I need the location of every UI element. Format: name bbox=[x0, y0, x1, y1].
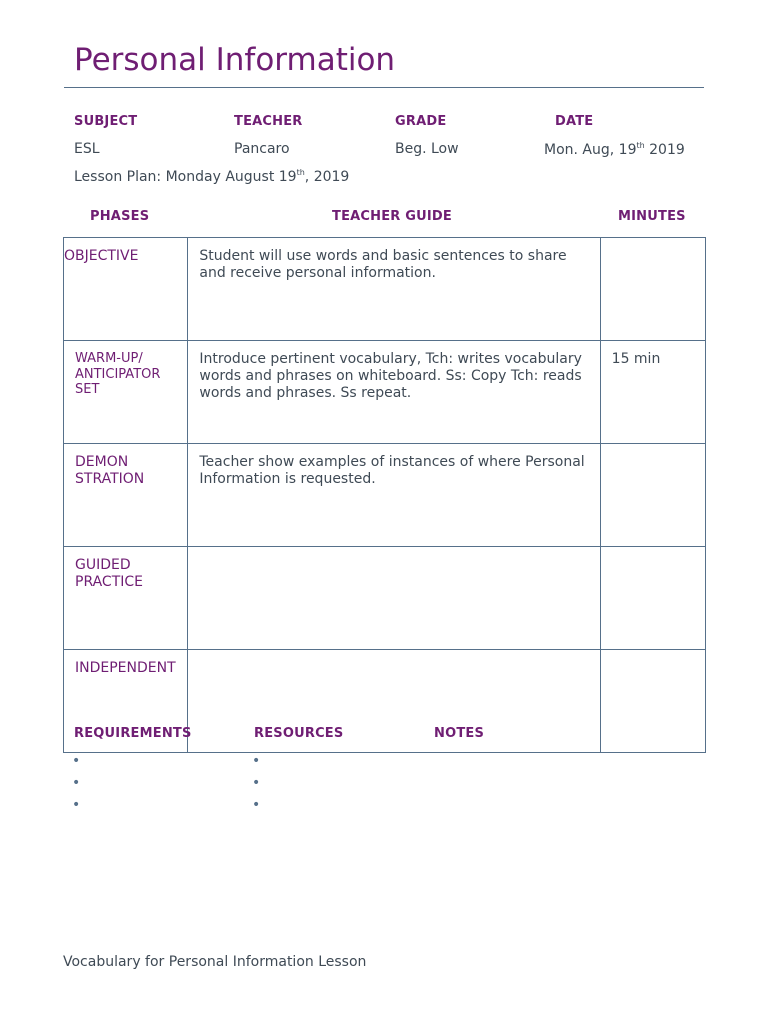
list-item: • bbox=[252, 775, 261, 791]
grade-value: Beg. Low bbox=[395, 141, 459, 157]
date-label: DATE bbox=[555, 114, 594, 129]
lesson-phase-table bbox=[63, 237, 706, 753]
lesson-plan-year: , 2019 bbox=[304, 169, 350, 185]
phase-guided-practice-line: PRACTICE bbox=[75, 574, 144, 590]
guide-warm-up: Introduce pertinent vocabulary, Tch: writes vocabulary words and phrases on whiteboard. Ss: Copy Tch: reads words and phrases. Ss repeat. bbox=[188, 341, 600, 444]
phase-warm-up-line: ANTICIPATOR bbox=[75, 366, 161, 382]
list-item: • bbox=[72, 775, 81, 791]
minutes-header: MINUTES bbox=[618, 209, 686, 224]
phase-warm-up bbox=[64, 341, 188, 444]
teacher-guide-header: TEACHER GUIDE bbox=[332, 209, 452, 224]
phase-demonstration-line: STRATION bbox=[75, 471, 145, 487]
list-item: • bbox=[72, 753, 81, 769]
teacher-value: Pancaro bbox=[234, 141, 290, 157]
list-item: • bbox=[252, 753, 261, 769]
minutes-demonstration bbox=[600, 444, 705, 547]
resources-label: RESOURCES bbox=[254, 726, 344, 741]
footer-text: Vocabulary for Personal Information Lesson bbox=[63, 954, 367, 970]
minutes-independent bbox=[600, 650, 705, 753]
date-value bbox=[544, 141, 685, 158]
list-item: • bbox=[252, 797, 261, 813]
subject-label: SUBJECT bbox=[74, 114, 138, 129]
list-item: • bbox=[72, 797, 81, 813]
subject-value: ESL bbox=[74, 141, 100, 157]
requirements-label: REQUIREMENTS bbox=[74, 726, 192, 741]
minutes-objective bbox=[600, 238, 705, 341]
phases-header: PHASES bbox=[90, 209, 150, 224]
date-value-year: 2019 bbox=[644, 142, 685, 158]
table-row bbox=[64, 547, 706, 650]
date-value-main: Mon. Aug, 19 bbox=[544, 142, 637, 158]
phase-guided-practice bbox=[64, 547, 188, 650]
guide-objective: Student will use words and basic sentences to share and receive personal information. bbox=[188, 238, 600, 341]
grade-label: GRADE bbox=[395, 114, 447, 129]
date-value-ordinal: th bbox=[636, 141, 645, 150]
minutes-warm-up: 15 min bbox=[600, 341, 705, 444]
guide-independent bbox=[188, 650, 600, 753]
phase-warm-up-line: SET bbox=[75, 382, 100, 397]
lesson-plan-line bbox=[74, 168, 349, 185]
table-row bbox=[64, 444, 706, 547]
teacher-label: TEACHER bbox=[234, 114, 303, 129]
requirements-list bbox=[72, 752, 80, 818]
phase-guided-practice-line: GUIDED bbox=[75, 557, 131, 573]
minutes-guided-practice bbox=[600, 547, 705, 650]
table-row bbox=[64, 341, 706, 444]
guide-demonstration: Teacher show examples of instances of where Personal Information is requested. bbox=[188, 444, 600, 547]
page-title: Personal Information bbox=[74, 42, 396, 78]
phase-warm-up-line: WARM-UP/ bbox=[75, 351, 143, 366]
guide-guided-practice bbox=[188, 547, 600, 650]
notes-label: NOTES bbox=[434, 726, 485, 741]
table-row bbox=[64, 238, 706, 341]
title-divider bbox=[64, 87, 704, 88]
phase-demonstration bbox=[64, 444, 188, 547]
phase-objective: OBJECTIVE bbox=[64, 238, 188, 341]
resources-list bbox=[252, 752, 260, 818]
lesson-plan-main: Lesson Plan: Monday August 19 bbox=[74, 169, 297, 185]
lesson-plan-ordinal: th bbox=[296, 168, 305, 177]
phase-independent: INDEPENDENT bbox=[64, 650, 188, 753]
phase-demonstration-line: DEMON bbox=[75, 454, 129, 470]
